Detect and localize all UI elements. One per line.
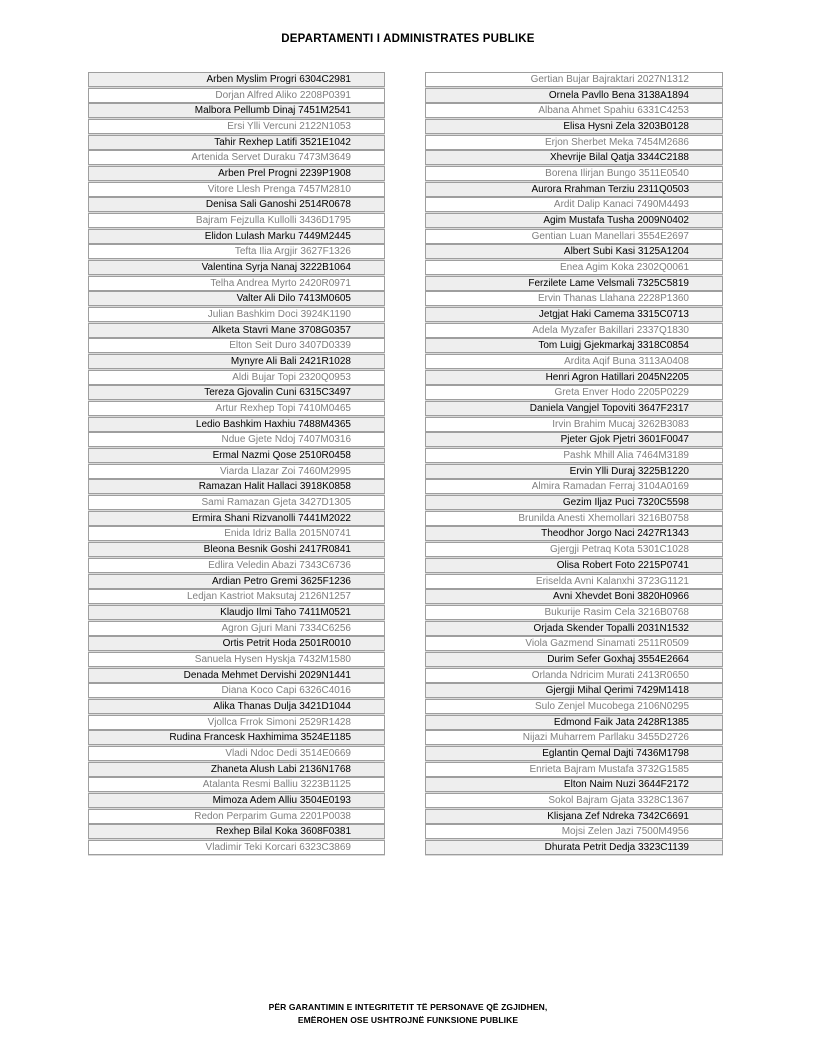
list-item: Ardita Aqif Buna 3113A0408 (425, 354, 723, 369)
list-item: Alketa Stavri Mane 3708G0357 (88, 323, 385, 338)
list-item: Edmond Faik Jata 2428R1385 (425, 715, 723, 730)
list-item: Aldi Bujar Topi 2320Q0953 (88, 370, 385, 385)
list-item: Julian Bashkim Doci 3924K1190 (88, 307, 385, 322)
list-item: Gentian Luan Manellari 3554E2697 (425, 229, 723, 244)
list-item: Valter Ali Dilo 7413M0605 (88, 291, 385, 306)
list-item: Ardian Petro Gremi 3625F1236 (88, 574, 385, 589)
list-item: Ardit Dalip Kanaci 7490M4493 (425, 197, 723, 212)
list-item: Viarda Llazar Zoi 7460M2995 (88, 464, 385, 479)
list-item: Rexhep Bilal Koka 3608F0381 (88, 824, 385, 839)
list-item: Arben Prel Progni 2239P1908 (88, 166, 385, 181)
list-item: Mimoza Adem Alliu 3504E0193 (88, 793, 385, 808)
list-item: Ferzilete Lame Velsmali 7325C5819 (425, 276, 723, 291)
list-item: Mynyre Ali Bali 2421R1028 (88, 354, 385, 369)
list-item: Gertian Bujar Bajraktari 2027N1312 (425, 72, 723, 87)
list-item: Denisa Sali Ganoshi 2514R0678 (88, 197, 385, 212)
list-item: Orlanda Ndricim Murati 2413R0650 (425, 668, 723, 683)
list-item: Sanuela Hysen Hyskja 7432M1580 (88, 652, 385, 667)
list-item: Ervin Ylli Duraj 3225B1220 (425, 464, 723, 479)
list-item: Greta Enver Hodo 2205P0229 (425, 385, 723, 400)
name-list-right-column (425, 72, 723, 856)
list-item: Arben Myslim Progri 6304C2981 (88, 72, 385, 87)
list-item: Dhurata Petrit Dedja 3323C1139 (425, 840, 723, 855)
list-item: Tom Luigj Gjekmarkaj 3318C0854 (425, 338, 723, 353)
list-item: Elisa Hysni Zela 3203B0128 (425, 119, 723, 134)
list-item: Malbora Pellumb Dinaj 7451M2541 (88, 103, 385, 118)
list-item: Xhevrije Bilal Qatja 3344C2188 (425, 150, 723, 165)
list-item: Vladimir Teki Korcari 6323C3869 (88, 840, 385, 855)
list-item: Irvin Brahim Mucaj 3262B3083 (425, 417, 723, 432)
list-item: Bukurije Rasim Cela 3216B0768 (425, 605, 723, 620)
list-item: Telha Andrea Myrto 2420R0971 (88, 276, 385, 291)
list-item: Aurora Rrahman Terziu 2311Q0503 (425, 182, 723, 197)
list-item: Elton Naim Nuzi 3644F2172 (425, 777, 723, 792)
list-item: Henri Agron Hatillari 2045N2205 (425, 370, 723, 385)
list-item: Artenida Servet Duraku 7473M3649 (88, 150, 385, 165)
name-list (88, 72, 723, 856)
list-item: Pjeter Gjok Pjetri 3601F0047 (425, 432, 723, 447)
list-item: Zhaneta Alush Labi 2136N1768 (88, 762, 385, 777)
list-item: Nijazi Muharrem Parllaku 3455D2726 (425, 730, 723, 745)
list-item: Orjada Skender Topalli 2031N1532 (425, 621, 723, 636)
list-item: Artur Rexhep Topi 7410M0465 (88, 401, 385, 416)
list-item: Adela Myzafer Bakillari 2337Q1830 (425, 323, 723, 338)
list-item: Enida Idriz Balla 2015N0741 (88, 526, 385, 541)
list-item: Ornela Pavllo Bena 3138A1894 (425, 88, 723, 103)
list-item: Eglantin Qemal Dajti 7436M1798 (425, 746, 723, 761)
list-item: Diana Koco Capi 6326C4016 (88, 683, 385, 698)
list-item: Jetgjat Haki Camema 3315C0713 (425, 307, 723, 322)
list-item: Atalanta Resmi Balliu 3223B1125 (88, 777, 385, 792)
list-item: Ndue Gjete Ndoj 7407M0316 (88, 432, 385, 447)
list-item: Sami Ramazan Gjeta 3427D1305 (88, 495, 385, 510)
page-title: DEPARTAMENTI I ADMINISTRATES PUBLIKE (281, 33, 535, 45)
list-item: Ramazan Halit Hallaci 3918K0858 (88, 479, 385, 494)
list-item: Vladi Ndoc Dedi 3514E0669 (88, 746, 385, 761)
list-item: Erjon Sherbet Meka 7454M2686 (425, 135, 723, 150)
footer-note (0, 1001, 816, 1027)
list-item: Elidon Lulash Marku 7449M2445 (88, 229, 385, 244)
list-item: Alika Thanas Dulja 3421D1044 (88, 699, 385, 714)
name-list-left-column (88, 72, 385, 856)
list-item: Olisa Robert Foto 2215P0741 (425, 558, 723, 573)
list-item: Agim Mustafa Tusha 2009N0402 (425, 213, 723, 228)
list-item: Borena Ilirjan Bungo 3511E0540 (425, 166, 723, 181)
list-item: Albana Ahmet Spahiu 6331C4253 (425, 103, 723, 118)
list-item: Ermal Nazmi Qose 2510R0458 (88, 448, 385, 463)
list-item: Tahir Rexhep Latifi 3521E1042 (88, 135, 385, 150)
list-item: Enea Agim Koka 2302Q0061 (425, 260, 723, 275)
list-item: Dorjan Alfred Aliko 2208P0391 (88, 88, 385, 103)
list-item: Bleona Besnik Goshi 2417R0841 (88, 542, 385, 557)
list-item: Tereza Gjovalin Cuni 6315C3497 (88, 385, 385, 400)
list-item: Daniela Vangjel Topoviti 3647F2317 (425, 401, 723, 416)
list-item: Elton Seit Duro 3407D0339 (88, 338, 385, 353)
list-item: Agron Gjuri Mani 7334C6256 (88, 621, 385, 636)
list-item: Avni Xhevdet Boni 3820H0966 (425, 589, 723, 604)
list-item: Viola Gazmend Sinamati 2511R0509 (425, 636, 723, 651)
list-item: Ledjan Kastriot Maksutaj 2126N1257 (88, 589, 385, 604)
list-item: Ersi Ylli Vercuni 2122N1053 (88, 119, 385, 134)
list-item: Sulo Zenjel Mucobega 2106N0295 (425, 699, 723, 714)
footer-note-line2: EMËROHEN OSE USHTROJNË FUNKSIONE PUBLIKE (297, 1015, 519, 1025)
footer-note-line1: PËR GARANTIMIN E INTEGRITETIT TË PERSONAVE QË ZGJIDHEN, (268, 1002, 548, 1012)
list-item: Enrieta Bajram Mustafa 3732G1585 (425, 762, 723, 777)
list-item: Vitore Llesh Prenga 7457M2810 (88, 182, 385, 197)
list-item: Gezim Iljaz Puci 7320C5598 (425, 495, 723, 510)
list-item: Vjollca Frrok Simoni 2529R1428 (88, 715, 385, 730)
list-item: Durim Sefer Goxhaj 3554E2664 (425, 652, 723, 667)
list-item: Sokol Bajram Gjata 3328C1367 (425, 793, 723, 808)
list-item: Gjergji Petraq Kota 5301C1028 (425, 542, 723, 557)
list-item: Valentina Syrja Nanaj 3222B1064 (88, 260, 385, 275)
list-item: Redon Perparim Guma 2201P0038 (88, 809, 385, 824)
list-item: Pashk Mhill Alia 7464M3189 (425, 448, 723, 463)
list-item: Eriselda Avni Kalanxhi 3723G1121 (425, 574, 723, 589)
list-item: Klaudjo Ilmi Taho 7411M0521 (88, 605, 385, 620)
list-item: Theodhor Jorgo Naci 2427R1343 (425, 526, 723, 541)
list-item: Klisjana Zef Ndreka 7342C6691 (425, 809, 723, 824)
list-item: Rudina Francesk Haxhimima 3524E1185 (88, 730, 385, 745)
list-item: Ervin Thanas Llahana 2228P1360 (425, 291, 723, 306)
list-item: Brunilda Anesti Xhemollari 3216B0758 (425, 511, 723, 526)
list-item: Ledio Bashkim Haxhiu 7488M4365 (88, 417, 385, 432)
list-item: Albert Subi Kasi 3125A1204 (425, 244, 723, 259)
list-item: Edlira Veledin Abazi 7343C6736 (88, 558, 385, 573)
list-item: Almira Ramadan Ferraj 3104A0169 (425, 479, 723, 494)
list-item: Tefta Ilia Argjir 3627F1326 (88, 244, 385, 259)
list-item: Ermira Shani Rizvanolli 7441M2022 (88, 511, 385, 526)
list-item: Gjergji Mihal Qerimi 7429M1418 (425, 683, 723, 698)
list-item: Ortis Petrit Hoda 2501R0010 (88, 636, 385, 651)
list-item: Denada Mehmet Dervishi 2029N1441 (88, 668, 385, 683)
list-item: Mojsi Zelen Jazi 7500M4956 (425, 824, 723, 839)
list-item: Bajram Fejzulla Kullolli 3436D1795 (88, 213, 385, 228)
